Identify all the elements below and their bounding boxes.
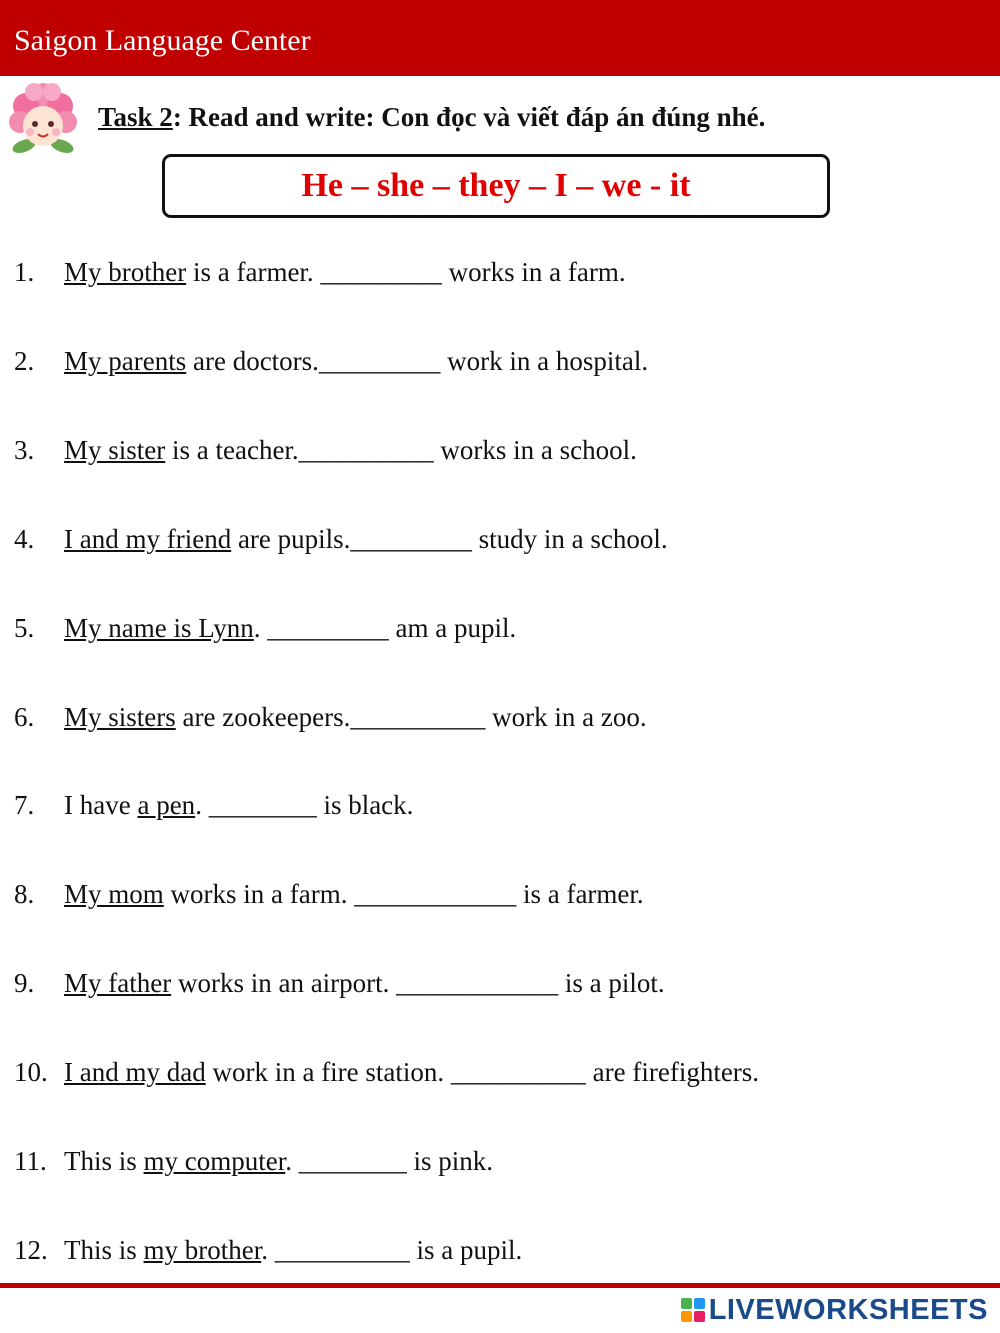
item-sentence [64,787,413,823]
item-number: 10. [14,1057,48,1087]
item-sentence [64,1054,759,1090]
exercise-item [0,254,1000,290]
item-number: 2. [14,346,35,376]
item-subject: my brother [143,1235,262,1265]
task-instruction [98,100,765,134]
footer-divider [0,1283,1000,1288]
item-number: 12. [14,1235,48,1265]
word-bank-text: He – she – they – I – we - it [301,167,691,204]
item-post-text: are pupils._________ study in a school. [231,524,668,554]
item-sentence [64,254,626,290]
item-number: 4. [14,524,35,554]
task-label: Task 2 [98,102,173,132]
liveworksheets-logo-icon [680,1297,706,1323]
item-subject: My name is Lynn [64,613,254,643]
item-sentence [64,876,644,912]
item-sentence [64,1143,493,1179]
exercise-item [0,1232,1000,1268]
item-post-text: . ________ is black. [195,790,414,820]
item-pre-text: I have [64,790,138,820]
item-subject: My sister [64,435,166,465]
item-sentence [64,432,637,468]
exercise-item [0,787,1000,823]
item-sentence [64,343,648,379]
item-subject: I and my dad [64,1057,206,1087]
item-pre-text: This is [64,1146,144,1176]
item-subject: My brother [64,257,187,287]
item-post-text: . __________ is a pupil. [261,1235,523,1265]
exercise-item [0,432,1000,468]
header-title: Saigon Language Center [14,24,311,57]
item-number: 3. [14,435,35,465]
exercise-item [0,1054,1000,1090]
item-post-text: work in a fire station. __________ are firefighters. [205,1057,760,1087]
item-post-text: . ________ is pink. [285,1146,494,1176]
item-post-text: is a teacher.__________ works in a school. [165,435,637,465]
item-post-text: works in a farm. ____________ is a farmer. [163,879,644,909]
item-subject: My mom [64,879,164,909]
item-sentence [64,610,516,646]
item-number: 6. [14,702,35,732]
item-number: 8. [14,879,35,909]
item-sentence [64,1232,522,1268]
exercise-item [0,521,1000,557]
item-subject: a pen [137,790,196,820]
item-subject: My parents [64,346,187,376]
item-post-text: . _________ am a pupil. [253,613,517,643]
item-post-text: is a farmer. _________ works in a farm. [186,257,626,287]
task-text: : Read and write: Con đọc và viết đáp án đúng nhé. [172,102,766,132]
exercise-item [0,876,1000,912]
exercise-item [0,610,1000,646]
item-number: 7. [14,790,35,820]
item-subject: My father [64,968,172,998]
flower-mascot-icon [4,82,82,158]
item-number: 1. [14,257,35,287]
exercise-item [0,1143,1000,1179]
item-sentence [64,699,647,735]
item-post-text: are doctors._________ work in a hospital. [186,346,649,376]
exercise-item [0,699,1000,735]
item-number: 5. [14,613,35,643]
liveworksheets-brand[interactable] [680,1292,988,1328]
item-number: 11. [14,1146,47,1176]
item-subject: My sisters [64,702,176,732]
item-pre-text: This is [64,1235,144,1265]
exercise-item [0,965,1000,1001]
item-subject: my computer [143,1146,286,1176]
item-subject: I and my friend [64,524,232,554]
exercise-item [0,343,1000,379]
item-post-text: are zookeepers.__________ work in a zoo. [175,702,647,732]
item-sentence [64,965,665,1001]
brand-text: LIVEWORKSHEETS [708,1294,988,1326]
item-sentence [64,521,668,557]
word-bank-box [162,154,830,218]
item-post-text: works in an airport. ____________ is a pilot. [171,968,665,998]
header-bar [0,0,1000,76]
item-number: 9. [14,968,35,998]
